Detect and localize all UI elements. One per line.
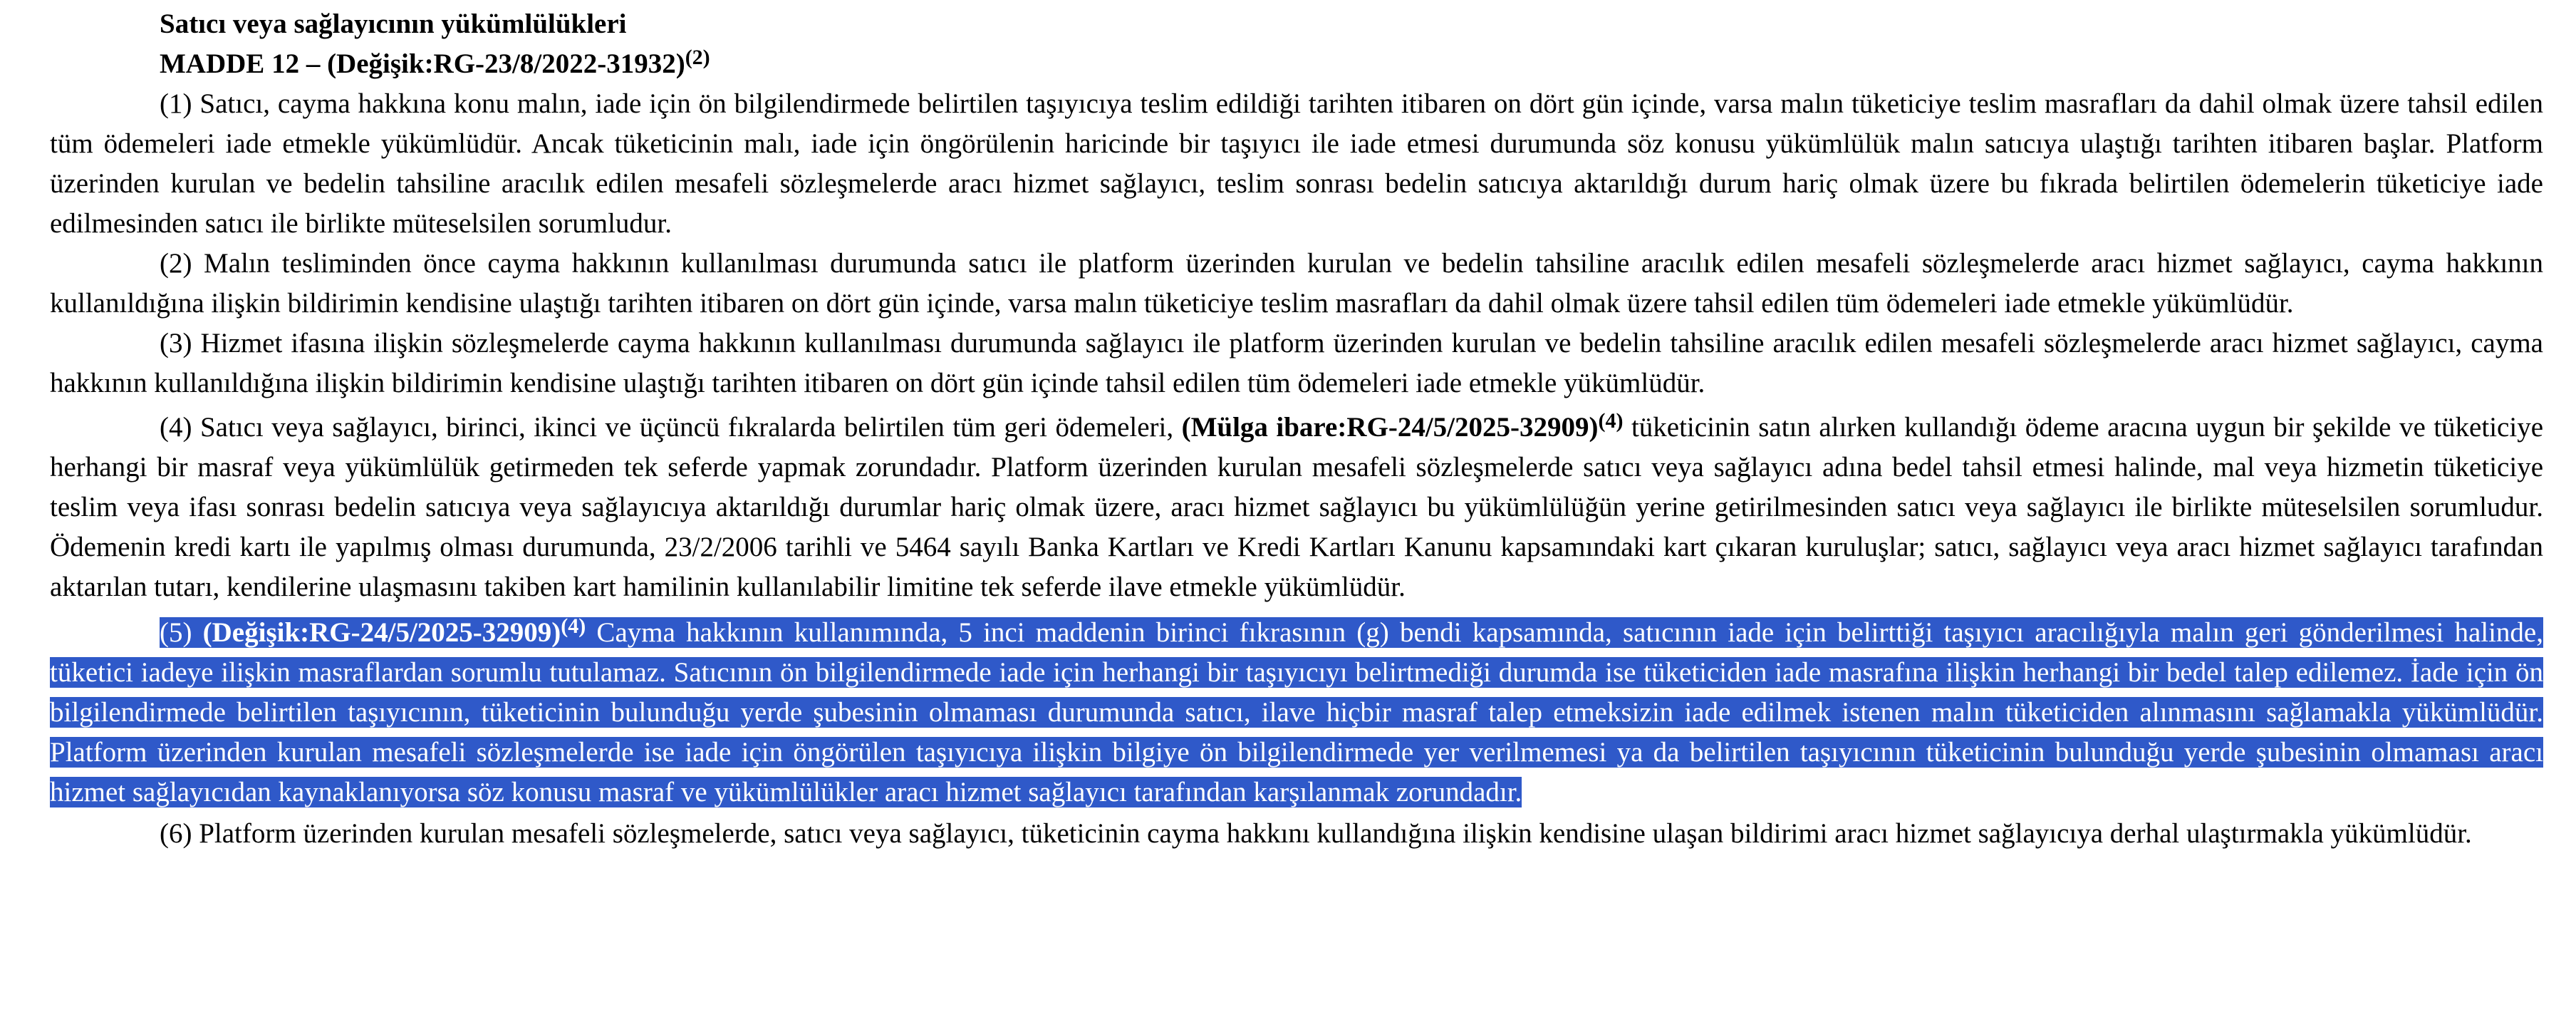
article-heading-text: MADDE 12 – (Değişik:RG-23/8/2022-31932): [160, 48, 685, 79]
footnote-ref[interactable]: (4): [1598, 409, 1624, 433]
paragraph-5-selected: [50, 613, 2543, 812]
paragraph-2: (2) Malın tesliminden önce cayma hakkının kullanılması durumunda satıcı ile platform üzerinden kurulan ve bedelin tahsiline aracılık edilen mesafeli sözleşmelerde aracı hizmet sağlayıcı, cayma hakkının kullanıldığına ilişkin bildirimin kendisine ulaştığı tarihten itibaren on dört gün içinde, varsa malın tüketiciye teslim masrafları da dahil olmak üzere tahsil edilen tüm ödemeleri iade etmekle yükümlüdür.: [50, 248, 2543, 319]
article-heading: [50, 44, 2543, 84]
amendment-note: (Değişik:RG-24/5/2025-32909): [202, 617, 561, 648]
paragraph-4: [50, 408, 2543, 607]
footnote-ref[interactable]: (4): [561, 614, 586, 638]
article-title: Satıcı veya sağlayıcının yükümlülükleri: [160, 9, 627, 39]
paragraph-6: (6) Platform üzerinden kurulan mesafeli sözleşmelerde, satıcı veya sağlayıcı, tüketicinin cayma hakkını kullandığına ilişkin kendisine ulaşan bildirimi aracı hizmet sağlayıcıya derhal ulaştırmakla yükümlüdür.: [160, 818, 2472, 849]
paragraph-5-number: (5): [160, 617, 203, 648]
paragraph-4-body: tüketicinin satın alırken kullandığı ödeme aracına uygun bir şekilde ve tüketiciye herhangi bir masraf veya yükümlülük getirmeden tek seferde yapmak zorundadır. Platform üzerinden kurulan mesafeli sözleşmelerde satıcı veya sağlayıcı adına bedel tahsil etmesi halinde, mal veya hizmetin tüketiciye teslim veya ifası sonrası bedelin satıcıya veya sağlayıcıya aktarıldığı durumlar hariç olmak üzere, aracı hizmet sağlayıcı bu yükümlülüğün yerine getirilmesinden satıcı veya sağlayıcı ile birlikte müteselsilen sorumludur. Ödemenin kredi kartı ile yapılmış olması durumunda, 23/2/2006 tarihli ve 5464 sayılı Banka Kartları ve Kredi Kartları Kanunu kapsamındaki kart çıkaran kuruluşlar; satıcı, sağlayıcı veya aracı hizmet sağlayıcı tarafından aktarılan tutarı, kendilerine ulaşmasını takiben kart hamilinin kullanılabilir limitine tek seferde ilave etmekle yükümlüdür.: [50, 412, 2543, 602]
repeal-note: (Mülga ibare:RG-24/5/2025-32909): [1181, 412, 1599, 443]
paragraph-5-body: Cayma hakkının kullanımında, 5 inci maddenin birinci fıkrasının (g) bendi kapsamında, satıcının iade için belirttiği taşıyıcı aracılığıyla malın geri gönderilmesi halinde, tüketici iadeye ilişkin masraflardan sorumlu tutulamaz. Satıcının ön bilgilendirmede iade için herhangi bir taşıyıcıyı belirtmediği durumda ise tüketiciden iade masrafına ilişkin herhangi bir bedel talep edilemez. İade için ön bilgilendirmede belirtilen taşıyıcının, tüketicinin bulunduğu yerde şubesinin olmaması durumunda satıcı, ilave hiçbir masraf talep etmeksizin iade edilmek istenen malın tüketiciden alınmasını sağlamakla yükümlüdür. Platform üzerinden kurulan mesafeli sözleşmelerde ise iade için öngörülen taşıyıcıya ilişkin bilgiye ön bilgilendirmede yer verilmemesi ya da belirtilen taşıyıcının tüketicinin bulunduğu yerde şubesinin olmaması aracı hizmet sağlayıcıdan kaynaklanıyorsa söz konusu masraf ve yükümlülükler aracı hizmet sağlayıcı tarafından karşılanmak zorundadır.: [50, 617, 2543, 807]
footnote-ref[interactable]: (2): [685, 46, 710, 69]
paragraph-1: (1) Satıcı, cayma hakkına konu malın, iade için ön bilgilendirmede belirtilen taşıyıcıya teslim edildiği tarihten itibaren on dört gün içinde, varsa malın tüketiciye teslim masrafları da dahil olmak üzere tahsil edilen tüm ödemeleri iade etmekle yükümlüdür. Ancak tüketicinin malı, iade için öngörülenin haricinde bir taşıyıcı ile iade etmesi durumunda söz konusu yükümlülük malın satıcıya ulaştığı tarihten itibaren başlar. Platform üzerinden kurulan ve bedelin tahsiline aracılık edilen mesafeli sözleşmelerde aracı hizmet sağlayıcı, teslim sonrası bedelin satıcıya aktarıldığı durum hariç olmak üzere bu fıkrada belirtilen ödemelerin tüketiciye iade edilmesinden satıcı ile birlikte müteselsilen sorumludur.: [50, 88, 2543, 239]
paragraph-3: (3) Hizmet ifasına ilişkin sözleşmelerde cayma hakkının kullanılması durumunda sağlayıcı ile platform üzerinden kurulan ve bedelin tahsiline aracılık edilen mesafeli sözleşmelerde aracı hizmet sağlayıcı, cayma hakkının kullanıldığına ilişkin bildirimin kendisine ulaştığı tarihten itibaren on dört gün içinde tahsil edilen tüm ödemeleri iade etmekle yükümlüdür.: [50, 328, 2543, 398]
selected-text[interactable]: [50, 614, 2543, 807]
paragraph-4-lead: (4) Satıcı veya sağlayıcı, birinci, ikinci ve üçüncü fıkralarda belirtilen tüm geri ödemeleri,: [160, 412, 1182, 443]
legal-document: [50, 4, 2543, 854]
